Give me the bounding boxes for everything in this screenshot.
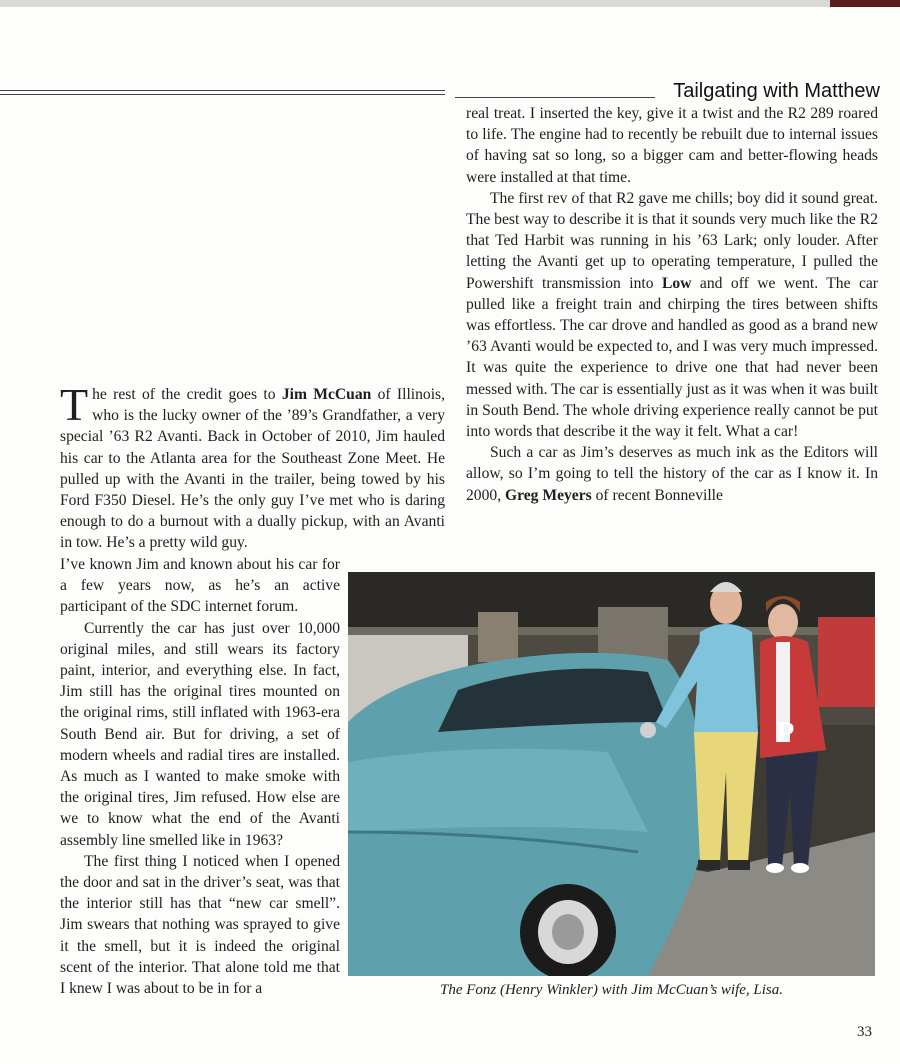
section-title: Tailgating with Matthew xyxy=(673,80,880,102)
sweater-letter: P xyxy=(776,716,795,749)
left-column-narrow xyxy=(60,554,340,999)
page-top-edge xyxy=(0,0,900,7)
page-top-edge-dark xyxy=(830,0,900,7)
header-rule xyxy=(0,90,445,91)
paragraph: The rest of the credit goes to Jim McCuan of Illinois, who is the lucky owner of the ’89’s Grandfather, a very special ’63 R2 Avanti. Back in October of 2010, Jim hauled his car to the Atlanta area for the Southeast Zone Meet. He pulled up with the Avanti in the trailer, being towed by his Ford F350 Diesel. He’s the only guy I’ve met who is daring enough to do a burnout with a dually pickup, with an Avanti in tow. He’s a pretty wild guy. xyxy=(60,379,446,552)
left-column xyxy=(60,379,446,554)
header-rule xyxy=(0,94,445,95)
right-column xyxy=(466,103,878,506)
paragraph: real treat. I inserted the key, give it a twist and the R2 289 roared to life. The engine had to recently be rebuilt due to internal issues of having sat so long, so a bigger cam and better-flowing heads were installed at that time. xyxy=(466,105,878,186)
paragraph: The first thing I noticed when I opened the door and sat in the driver’s seat, was that the interior still has that “new car smell”. Jim swears that nothing was sprayed to give it the smell, but it is indeed the original scent of the interior. That alone told me that I knew I was about to be in for a xyxy=(60,852,340,998)
page-number: 33 xyxy=(857,1024,872,1040)
paragraph: I’ve known Jim and known about his car for a few years now, as he’s an active participant of the SDC internet forum. xyxy=(60,556,340,616)
photo-illustration xyxy=(348,572,875,976)
paragraph: Currently the car has just over 10,000 original miles, and still wears its factory paint, interior, and everything else. In fact, Jim still has the original tires mounted on the original rims, still inflated with 1963-era South Bend air. But for driving, a set of modern wheels and radial tires are installed. As much as I wanted to make smoke with the original tires, Jim refused. How else are we to know what the end of the Avanti assembly line smelled like in 1963? xyxy=(60,619,340,849)
drop-cap: T xyxy=(60,379,89,430)
photo-caption: The Fonz (Henry Winkler) with Jim McCuan’s wife, Lisa. xyxy=(439,982,784,998)
paragraph: Such a car as Jim’s deserves as much ink as the Editors will allow, so I’m going to tell the history of the car as I know it. In 2000, Greg Meyers of recent Bonneville xyxy=(466,444,878,504)
paragraph: The first rev of that R2 gave me chills; boy did it sound great. The best way to describe it is that it sounds very much like the R2 that Ted Harbit was running in his ’63 Lark; only louder. After letting the Avanti get up to operating temperature, I pulled the Powershift transmission into Low and off we went. The car pulled like a freight train and chirping the tires between shifts was effortless. The car drove and handled as good as a brand new ’63 Avanti would be expected to, and I was very much impressed. It was quite the experience to drive one that had never been messed with. The car is essentially just as it was when it was built in South Bend. The whole driving experience really cannot be put into words that describe it the way it felt. What a car! xyxy=(466,189,878,441)
photo-avanti xyxy=(348,572,875,976)
